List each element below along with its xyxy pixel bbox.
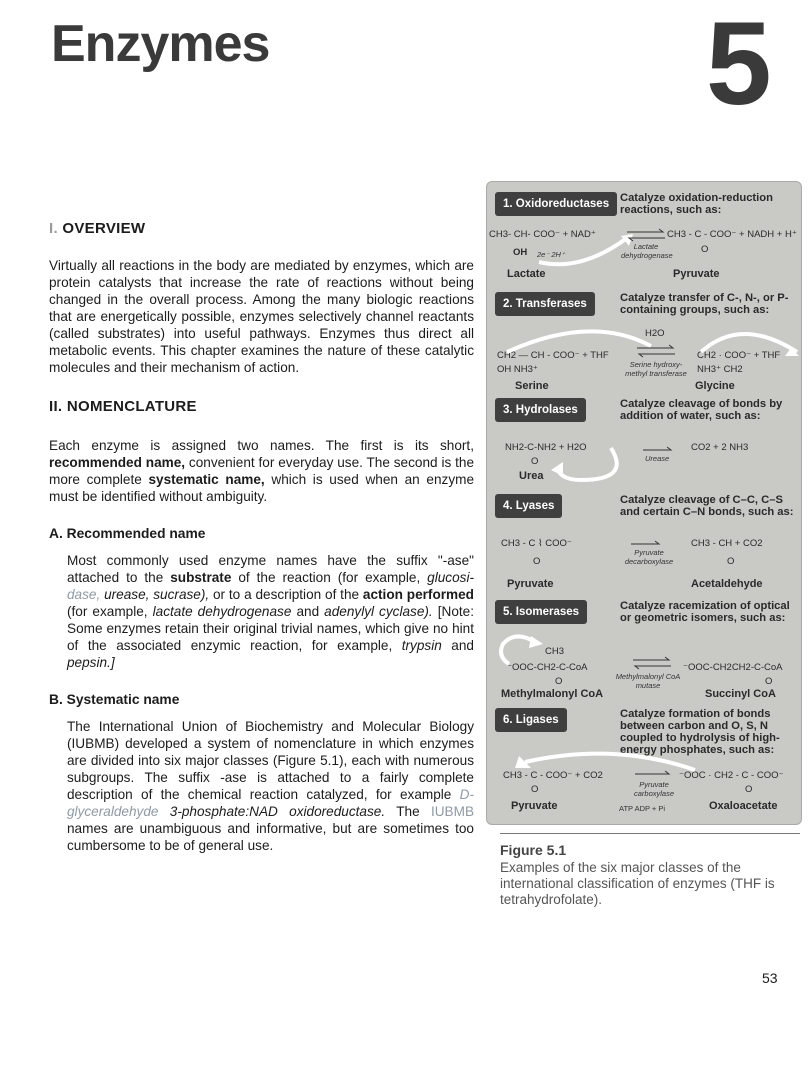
reaction-right-sub: O (701, 244, 709, 255)
figure-divider (500, 833, 800, 834)
reaction-left-sub: O (531, 456, 539, 467)
class-ligases (495, 708, 795, 813)
rec-ex5: trypsin (401, 638, 442, 653)
rec-ex6: pepsin.] (67, 655, 115, 670)
class-description: Catalyze racemization of optical or geometric isomers, such as: (620, 600, 790, 624)
enzyme-name: Urease (645, 454, 670, 463)
class-description: Catalyze oxidation-reduction reactions, such as: (620, 192, 773, 216)
substrate-name: Urea (519, 470, 544, 482)
rec-t1: Most commonly used enzyme names have the suffix "-ase" attached to the (67, 553, 474, 585)
sys-ex-rest: 3-phosphate:NAD oxidoreductase. (158, 804, 386, 819)
enzyme-name: Lactate dehydrogenase (621, 242, 673, 260)
systematic-heading: B. Systematic name (49, 692, 180, 707)
reaction-left: CH3 - C ⌇ COO⁻ (501, 538, 572, 549)
product-name: Oxaloacetate (709, 800, 778, 812)
reaction-right: ⁻OOC-CH2CH2-C-CoA (683, 662, 783, 673)
forward-arrow-icon (641, 446, 675, 454)
nomen-bold-1: recommended name, (49, 455, 186, 470)
enzyme-name: Pyruvate decarboxylase (624, 548, 674, 566)
substrate-name: Serine (515, 380, 549, 392)
product-name: Glycine (695, 380, 735, 392)
water-label: H2O (645, 328, 665, 339)
nomen-text-2: convenient for everyday use. The second is the more complete (49, 455, 474, 487)
figure-caption: Examples of the six major classes of the international classification of enzymes (THF is tetrahydrofolate). (500, 860, 775, 907)
reaction-right: CO2 + 2 NH3 (691, 442, 749, 453)
reaction-right-sub: O (765, 676, 773, 687)
product-name: Succinyl CoA (705, 688, 776, 700)
chapter-title: Enzymes (51, 15, 270, 73)
enzyme-classes-figure (486, 181, 802, 825)
rec-ex2: urease, sucrase), (100, 587, 210, 602)
sys-ex-faded: D-glyceraldehyde (67, 787, 474, 819)
sys-t2a: The (396, 804, 431, 819)
reaction-right-sub: NH3⁺ CH2 (697, 364, 743, 375)
reaction-left-sub: O (531, 784, 539, 795)
equilibrium-arrow-icon (631, 656, 673, 670)
nomen-bold-2: systematic name, (148, 472, 265, 487)
class-label: 2. Transferases (495, 292, 595, 316)
reaction-right: ⁻OOC · CH2 - C - COO⁻ (679, 770, 784, 781)
rec-t3: or to a description of the (209, 587, 363, 602)
rec-ex1: glucosi- (427, 570, 475, 585)
methyl-group: CH3 (545, 646, 565, 657)
sys-t2b: names are unambiguous and informative, but are sometimes too cumbersome to be of general use. (67, 821, 474, 853)
class-oxidoreductases (489, 192, 797, 280)
reaction-left: CH3 - C - COO⁻ + CO2 (503, 770, 603, 781)
rec-t6: [Note: Some enzymes retain their original trivial names, which give no hint of the associated enzymic reaction, for example, (67, 604, 474, 653)
class-transferases (495, 292, 795, 392)
substrate-name: Pyruvate (511, 800, 558, 812)
class-description: Catalyze formation of bonds between carbon and O, S, N coupled to hydrolysis of high-energy phosphates, such as: (620, 708, 780, 756)
rec-t7: and (441, 638, 474, 653)
class-label: 6. Ligases (495, 708, 567, 732)
class-label: 5. Isomerases (495, 600, 587, 624)
rec-ex4: adenylyl cyclase). (324, 604, 433, 619)
reaction-left: NH2-C-NH2 + H2O (505, 442, 587, 453)
class-description: Catalyze transfer of C-, N-, or P-containing groups, such as: (620, 292, 789, 316)
forward-arrow-icon (629, 540, 663, 548)
reaction-left-sub: OH NH3⁺ (497, 364, 538, 375)
enzyme-name: Methylmalonyl CoA mutase (615, 672, 681, 690)
reaction-right: CH3 - CH + CO2 (691, 538, 763, 549)
reaction-right-sub: O (745, 784, 753, 795)
reaction-left-sub: O (555, 676, 563, 687)
main-text-column (49, 220, 474, 874)
reaction-left: CH3- CH- COO⁻ + NAD⁺ (489, 229, 596, 240)
rec-action: action performed (362, 587, 474, 602)
page-number: 53 (762, 970, 778, 986)
recommended-heading: A. Recommended name (49, 526, 206, 541)
rec-t5: and (291, 604, 325, 619)
substrate-name: Lactate (507, 268, 546, 280)
class-label: 4. Lyases (495, 494, 562, 518)
recommended-paragraph (67, 552, 474, 671)
reaction-left-sub: O (533, 556, 541, 567)
rec-t4: (for example, (67, 604, 153, 619)
class-isomerases (495, 600, 795, 700)
rec-ex3: lactate dehydrogenase (152, 604, 292, 619)
systematic-paragraph (67, 718, 474, 854)
nomenclature-paragraph (49, 437, 474, 505)
class-label: 3. Hydrolases (495, 398, 586, 422)
enzyme-name: Serine hydroxy- methyl transferase (625, 360, 687, 378)
overview-numeral: I. (49, 220, 58, 237)
reaction-right: CH3 - C - COO⁻ + NADH + H⁺ (667, 229, 797, 240)
electron-transfer: 2e⁻ 2H⁺ (537, 250, 565, 259)
overview-paragraph: Virtually all reactions in the body are mediated by enzymes, which are protein catalysts that increase the rate of reactions without being changed in the overall process. Among the many biologic reactions that are energetically possible, enzymes selectively channel reactants (called substrates) into useful pathways. Enzymes thus direct all metabolic events. This chapter examines the nature of these catalytic molecules and their mechanism of action. (49, 258, 474, 375)
reaction-left: ⁻OOC-CH2-C-CoA (507, 662, 588, 673)
sys-t1: The International Union of Biochemistry and Molecular Biology (IUBMB) developed a system of nomenclature in which enzymes are divided into six major classes (Figure 5.1), each with numerous subgroups. The suffix -ase is attached to a fairly complete description of the chemical reaction catalyzed, for example (67, 719, 474, 802)
product-name: Pyruvate (673, 268, 720, 280)
rec-t2: of the reaction (for example, (231, 570, 428, 585)
overview-heading-text: OVERVIEW (62, 220, 146, 237)
reaction-right-sub: O (727, 556, 735, 567)
reaction-left: CH2 — CH - COO⁻ + THF (497, 350, 609, 361)
nomen-text-1: Each enzyme is assigned two names. The first is its short, (49, 438, 474, 453)
reaction-right: CH2 · COO⁻ + THF (697, 350, 781, 361)
rec-substrate: substrate (170, 570, 232, 585)
reaction-left-sub: OH (513, 247, 528, 258)
forward-arrow-icon (633, 770, 673, 778)
class-lyases (495, 494, 795, 590)
sys-iubmb: IUBMB (430, 804, 475, 819)
overview-heading (49, 220, 474, 237)
enzyme-name: Pyruvate carboxylase (633, 780, 675, 798)
rec-ex1b: dase, (67, 587, 101, 602)
nomen-text-3: which is used when an enzyme must be identified without ambiguity. (49, 472, 474, 504)
chapter-number: 5 (706, 0, 772, 130)
product-name: Acetaldehyde (691, 578, 763, 590)
class-hydrolases (495, 398, 795, 482)
figure-label: Figure 5.1 (500, 842, 567, 858)
class-description: Catalyze cleavage of bonds by addition of water, such as: (620, 398, 783, 422)
atp-cofactors: ATP ADP + Pi (619, 804, 666, 813)
nomenclature-heading: II. NOMENCLATURE (49, 398, 197, 415)
class-label: 1. Oxidoreductases (495, 192, 617, 216)
substrate-name: Pyruvate (507, 578, 554, 590)
equilibrium-arrow-icon (635, 344, 677, 358)
substrate-name: Methylmalonyl CoA (501, 688, 604, 700)
class-description: Catalyze cleavage of C–C, C–S and certain C–N bonds, such as: (620, 494, 794, 518)
equilibrium-arrow-icon (625, 228, 667, 242)
